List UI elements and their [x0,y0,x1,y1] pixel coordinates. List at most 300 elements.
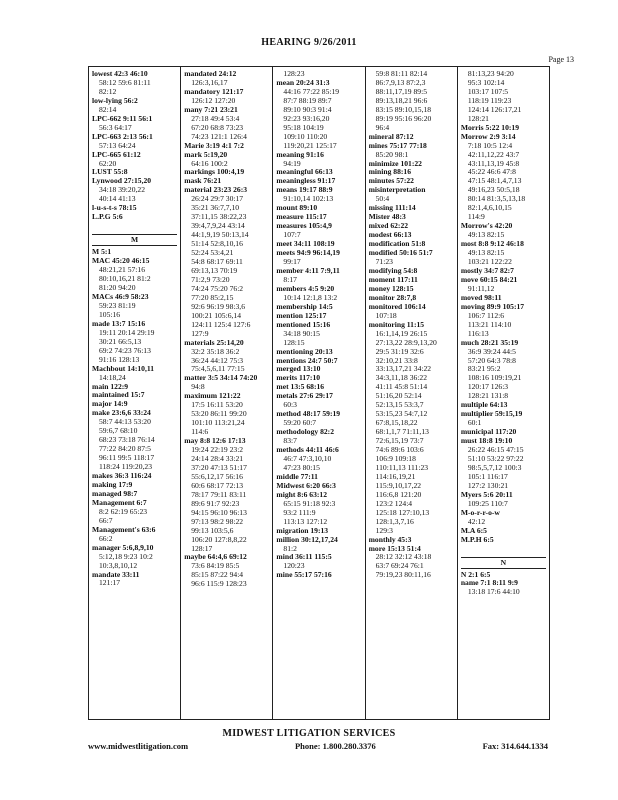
index-term: makes 36:3 116:24 [92,472,152,481]
index-refs: 26:24 29:7 30:17 [191,195,244,204]
index-refs: 82:14 [99,105,117,114]
index-refs: 99:13 103:5,6 [191,526,234,535]
index-term: migration 19:13 [276,526,329,535]
index-refs: 114:16,19,21 [375,472,416,481]
index-refs: 81:13,23 94:20 [467,70,514,78]
index-term: money 128:15 [368,284,414,293]
index-refs: 101:10 113:21,24 [191,419,245,428]
index-refs: 75:4,5,6,11 77:15 [191,365,245,374]
index-term: mark 5:19,20 [184,150,228,159]
index-refs: 59:6,7 68:10 [99,427,138,436]
index-term: maximum 121:22 [184,392,241,401]
index-refs: 34:18 39:20,22 [99,186,145,195]
index-term: L.P.G 5:6 [92,213,123,222]
index-term: name 7:1 8:11 9:9 [460,579,518,588]
index-term: monitoring 11:15 [368,320,425,329]
index-refs: 30:21 66:5,13 [99,337,142,346]
index-refs: 103:17 107:5 [467,87,509,96]
index-refs: 55:6,12,17 56:16 [191,472,243,481]
index-term: Marie 3:19 4:1 7:2 [184,141,244,150]
index-refs: 115:9,10,17,22 [375,481,422,490]
index-term: materials 25:14,20 [184,338,244,347]
index-term: major 14:9 [92,400,128,409]
index-refs: 47:23 80:15 [283,463,320,472]
index-term: mostly 34:7 82:7 [460,266,514,275]
index-refs: 95:3 102:14 [467,78,505,87]
index-refs: 86:7,9,13 87:2,3 [375,78,426,87]
index-term: measure 115:17 [276,213,327,222]
index-term: modified 50:16 51:7 [368,249,433,258]
index-refs: 96:6 115:9 128:23 [191,580,247,589]
index-term: M 5:1 [92,248,112,257]
index-term: M.A 6:5 [460,526,487,535]
index-term: Morrow's 42:20 [460,222,513,231]
index-term: moved 98:11 [460,293,502,302]
index-term: making 17:9 [92,480,133,489]
index-refs: 96:11 99:5 118:17 [99,454,155,463]
index-refs: 116:6,8 121:20 [375,490,422,499]
index-term: mineral 87:12 [368,132,414,141]
index-refs: 118:19 119:23 [467,96,512,105]
index-refs: 109:10 110:20 [283,132,328,141]
index-refs: 53:20 86:11 99:20 [191,410,247,419]
index-term: l-u-s-t-s 78:15 [92,204,137,213]
index-term: Mister 48:3 [368,213,406,222]
index-term: managed 98:7 [92,489,138,498]
index-refs: 34:18 90:15 [283,329,320,338]
index-term: mandate 33:11 [92,570,140,579]
index-term: minutes 57:22 [368,177,414,186]
index-refs: 87:7 88:19 89:7 [283,96,332,105]
index-refs: 108:16 109:19,21 [467,374,522,383]
index-term: N 2:1 6:5 [460,570,491,579]
index-grid [88,66,550,720]
index-refs: 99:17 [283,258,301,267]
index-refs: 46:7 47:3,10,10 [283,454,332,463]
index-refs: 106:7 112:6 [467,311,505,320]
index-refs: 124:11 125:4 127:6 [191,320,251,329]
index-refs: 57:13 64:24 [99,141,136,150]
index-term: million 30:12,17,24 [276,535,338,544]
index-refs: 35:21 36:7,7,10 [191,204,240,213]
index-term: mentioning 20:13 [276,347,333,356]
index-refs: 127:2 130:21 [467,481,509,490]
index-refs: 54:8 68:17 69:11 [191,258,243,267]
index-term: meaning 91:16 [276,150,324,159]
index-refs: 52:13,15 53:3,7 [375,401,424,410]
index-refs: 51:10 53:22 97:22 [467,454,524,463]
index-term: measures 105:4,9 [276,222,332,231]
footer-contact-row [88,741,548,751]
index-refs: 59:23 81:19 [99,301,136,310]
index-refs: 49:16,23 50:5,18 [467,186,520,195]
index-refs: 44:16 77:22 85:19 [283,87,340,96]
index-refs: 73:6 84:19 85:5 [191,562,240,571]
index-term: mention 125:17 [276,311,327,320]
index-refs: 48:21,21 57:16 [99,266,145,275]
index-refs: 60:3 [283,401,297,410]
index-refs: 98:5,5,7,12 100:3 [467,463,522,472]
index-refs: 51:14 52:8,10,16 [191,240,243,249]
index-refs: 127:9 [191,329,209,338]
index-term: mask 76:21 [184,177,222,186]
index-refs: 68:1,1,7 71:11,13 [375,428,429,437]
index-refs: 60:6 68:17 72:13 [191,481,244,490]
index-term: mixed 62:22 [368,222,409,231]
index-term: monthly 45:3 [368,535,412,544]
index-term: might 8:6 63:12 [276,490,328,499]
index-refs: 19:11 20:14 29:19 [99,328,155,337]
index-refs: 89:10 90:3 91:4 [283,105,332,114]
index-term: more 15:13 51:4 [368,544,421,553]
index-refs: 42:11,12,22 43:7 [467,150,520,159]
index-column-5 [458,67,549,719]
index-refs: 79:19,23 80:11,16 [375,571,431,580]
index-refs: 16:1,14,19 26:15 [375,329,428,338]
index-term: lowest 42:3 46:10 [92,70,148,78]
index-term: mind 36:11 115:5 [276,553,332,562]
index-refs: 83:15 89:10,15,18 [375,105,432,114]
index-refs: 66:7 [99,516,113,525]
index-refs: 65:15 91:18 92:3 [283,499,336,508]
index-term: move 60:15 84:21 [460,275,518,284]
index-term: much 28:21 35:19 [460,338,519,347]
index-term: must 18:8 19:10 [460,437,513,446]
index-refs: 106:9 109:18 [375,454,416,463]
index-refs: 71:2,9 73:20 [191,275,230,284]
index-refs: 28:12 32:12 43:18 [375,553,432,562]
index-refs: 95:18 104:19 [283,123,324,132]
index-refs: 59:8 81:11 82:14 [375,70,428,78]
index-refs: 63:7 69:24 76:1 [375,562,424,571]
index-term: M.P.H 6:5 [460,535,494,544]
index-refs: 69:2 74:23 76:13 [99,346,151,355]
index-term: LUST 55:8 [92,168,128,177]
footer-company: MIDWEST LITIGATION SERVICES [222,728,396,739]
index-term: Midwest 6:20 66:3 [276,481,336,490]
index-refs: 42:12 [467,517,486,526]
index-refs: 51:16,20 52:14 [375,392,422,401]
index-term: multiplier 59:15,19 [460,410,523,419]
index-term: Lynwood 27:15,20 [92,177,152,186]
index-term: LPC-663 2:13 56:1 [92,132,153,141]
index-refs: 50:4 [375,195,390,204]
index-refs: 32:10,21 33:8 [375,356,418,365]
index-refs: 114:9 [467,213,485,222]
index-refs: 103:21 122:22 [467,258,512,267]
index-refs: 53:15,23 54:7,12 [375,410,428,419]
index-term: meet 34:11 108:19 [276,240,335,249]
index-term: monitored 106:14 [368,302,426,311]
index-term: Management's 63:6 [92,525,156,534]
index-refs: 124:14 126:17,21 [467,105,522,114]
index-refs: 106:20 127:8,8,22 [191,535,247,544]
index-refs: 67:20 68:8 73:23 [191,123,244,132]
index-refs: 67:8,15,18,22 [375,419,418,428]
spacer [461,545,549,554]
index-refs: 85:15 87:22 94:4 [191,571,244,580]
index-refs: 126:12 127:20 [191,96,236,105]
index-refs: 14:18,24 [99,373,126,382]
page-number: Page 13 [548,55,574,64]
index-refs: 121:17 [99,579,121,588]
index-term: Morris 5:22 10:19 [460,123,520,132]
index-refs: 36:24 44:12 75:3 [191,356,244,365]
index-column-1 [89,67,181,719]
index-refs: 89:13,18,21 96:6 [375,96,428,105]
index-term: matter 3:5 34:14 74:20 [184,374,258,383]
index-term: modification 51:8 [368,240,426,249]
index-refs: 56:3 64:17 [99,123,132,132]
index-term: modest 66:13 [368,231,412,240]
index-term: main 122:9 [92,382,129,391]
index-term: mean 20:24 31:3 [276,78,330,87]
index-term: meaningless 91:17 [276,177,336,186]
index-refs: 17:5 16:11 53:20 [191,401,243,410]
index-term: mine 55:17 57:16 [276,571,332,580]
index-column-4 [366,67,458,719]
index-term: merged 13:10 [276,365,321,374]
index-refs: 128:21 131:8 [467,392,509,401]
index-term: manager 5:6,8,9,10 [92,543,154,552]
index-term: maybe 64:4,6 69:12 [184,553,247,562]
index-refs: 94:8 [191,383,205,392]
index-refs: 8:17 [283,275,297,284]
index-term: members 4:5 9:20 [276,284,335,293]
index-refs: 128:1,3,7,16 [375,517,414,526]
index-refs: 85:20 98:1 [375,150,409,159]
index-term: monitor 28:7,8 [368,293,417,302]
index-term: LPC-665 61:12 [92,150,141,159]
index-refs: 107:18 [375,311,397,320]
index-term: method 48:17 59:19 [276,410,341,419]
index-term: mount 89:10 [276,204,318,213]
page-title: HEARING 9/26/2011 [261,37,357,48]
index-refs: 113:13 127:12 [283,517,328,526]
index-term: mandatory 121:17 [184,87,244,96]
index-refs: 72:6,15,19 73:7 [375,437,424,446]
index-refs: 128:21 [467,114,489,123]
index-term: membership 14:5 [276,302,333,311]
index-refs: 83:21 95:2 [467,365,501,374]
index-refs: 37:11,15 38:22,23 [191,213,247,222]
index-refs: 57:20 64:3 78:8 [467,356,516,365]
index-refs: 27:18 49:4 53:4 [191,114,240,123]
index-term: many 7:21 23:21 [184,105,238,114]
index-refs: 71:23 [375,258,393,267]
index-term: moving 89:9 105:17 [460,302,525,311]
index-refs: 62:20 [99,159,117,168]
index-refs: 37:20 47:13 51:17 [191,463,247,472]
index-refs: 44:1,9,19 50:13,14 [191,231,249,240]
index-refs: 94:19 [283,159,301,168]
index-term: methodology 82:2 [276,428,334,437]
index-refs: 116:13 [467,329,489,338]
index-term: middle 77:11 [276,472,318,481]
index-term: missing 111:14 [368,204,416,213]
index-refs: 81:20 94:20 [99,284,136,293]
index-refs: 33:13,17,21 34:22 [375,365,432,374]
index-term: methods 44:11 46:6 [276,446,339,455]
index-refs: 74:6 89:6 103:6 [375,446,424,455]
index-term: moment 117:11 [368,275,418,284]
index-refs: 113:21 114:10 [467,320,512,329]
index-refs: 96:4 [375,123,390,132]
index-term: Myers 5:6 20:11 [460,490,513,499]
index-refs: 49:13 82:15 [467,249,505,258]
index-refs: 120:23 [283,562,305,571]
index-term: modifying 54:8 [368,266,418,275]
index-term: minimize 101:22 [368,159,422,168]
index-term: mines 75:17 77:18 [368,141,427,150]
index-refs: 10:14 12:1,8 13:2 [283,293,338,302]
index-refs: 109:25 110:7 [467,499,508,508]
index-term: mining 88:16 [368,168,412,177]
index-refs: 83:7 [283,437,297,446]
index-refs: 120:17 126:3 [467,383,509,392]
index-term: Morrow 2:9 3:14 [460,132,516,141]
index-refs: 129:3 [375,526,393,535]
index-column-3 [273,67,365,719]
index-refs: 66:2 [99,534,113,543]
index-refs: 128:15 [283,338,305,347]
footer-website[interactable]: www.midwestlitigation.com [88,741,189,751]
index-refs: 26:22 46:15 47:15 [467,446,524,455]
index-refs: 60:1 [467,419,482,428]
footer-fax: Fax: 314.644.1334 [482,741,548,751]
index-term: MACs 46:9 58:23 [92,292,149,301]
index-refs: 100:21 105:6,14 [191,311,241,320]
index-refs: 105:1 116:17 [467,472,508,481]
index-term: mentions 24:7 50:7 [276,356,338,365]
index-refs: 47:15 48:1,4,7,13 [467,177,522,186]
index-refs: 41:11 45:8 51:14 [375,383,428,392]
index-refs: 119:20,21 125:17 [283,141,337,150]
index-refs: 5:12,18 9:23 10:2 [99,552,153,561]
index-refs: 97:13 98:2 98:22 [191,517,244,526]
index-refs: 68:23 73:18 76:14 [99,436,155,445]
index-refs: 74:23 121:1 126:4 [191,132,247,141]
index-refs: 29:5 31:19 32:6 [375,347,424,356]
index-term: M-o-r-r-o-w [460,508,500,517]
index-column-2 [181,67,273,719]
index-refs: 10:3,8,10,12 [99,561,138,570]
index-refs: 88:11,17,19 89:5 [375,87,428,96]
index-term: Management 6:7 [92,498,147,507]
index-term: means 19:17 88:9 [276,186,333,195]
index-refs: 80:14 81:3,5,13,18 [467,195,526,204]
index-refs: 27:13,22 28:9,13,20 [375,338,437,347]
index-refs: 74:24 75:20 76:2 [191,284,244,293]
index-term: meaningful 66:13 [276,168,333,177]
index-refs: 92:23 93:16,20 [283,114,330,123]
index-refs: 81:2 [283,544,297,553]
spacer [92,222,180,231]
index-refs: 43:11,13,19 45:8 [467,159,520,168]
index-term: multiple 64:13 [460,401,508,410]
index-refs: 128:17 [191,544,213,553]
index-term: misinterpretation [368,186,426,195]
index-refs: 82:12 [99,87,117,96]
index-refs: 39:4,7,9,24 43:14 [191,222,245,231]
index-refs: 110:11,13 111:23 [375,463,429,472]
index-refs: 45:22 46:6 47:8 [467,168,516,177]
index-term: metals 27:6 29:17 [276,392,333,401]
index-term: merits 117:10 [276,374,321,383]
index-refs: 91:16 128:13 [99,355,140,364]
index-refs: 13:18 17:6 44:10 [467,588,520,597]
section-letter: N [461,557,546,569]
index-refs: 52:24 53:4,21 [191,249,234,258]
index-term: make 23:6,6 33:24 [92,409,151,418]
section-letter: M [92,234,177,246]
index-refs: 82:1,4,6,10,15 [467,204,512,213]
index-refs: 80:10,16,21 81:2 [99,275,151,284]
index-refs: 58:12 59:6 81:11 [99,78,151,87]
footer-phone: Phone: 1.800.280.3376 [294,741,376,751]
index-term: member 4:11 7:9,11 [276,266,340,275]
index-refs: 125:18 127:10,13 [375,508,430,517]
index-refs: 92:6 96:19 98:3,6 [191,302,245,311]
index-term: most 8:8 9:12 46:18 [460,240,524,249]
index-term: maintained 15:7 [92,391,145,400]
index-refs: 32:2 35:18 36:2 [191,347,240,356]
index-refs: 126:3,16,17 [191,78,228,87]
index-refs: 128:23 [283,70,305,78]
index-term: may 8:8 12:6 17:13 [184,437,246,446]
index-refs: 91:11,12 [467,284,495,293]
index-refs: 69:13,13 70:19 [191,266,238,275]
index-refs: 89:6 91:7 92:23 [191,499,240,508]
index-refs: 34:3,11,18 36:22 [375,374,428,383]
index-refs: 59:20 60:7 [283,419,317,428]
index-term: mentioned 15:16 [276,320,331,329]
index-refs: 123:2 124:4 [375,499,413,508]
index-refs: 36:9 39:24 44:5 [467,347,516,356]
index-refs: 91:10,14 102:13 [283,195,334,204]
index-term: material 23:23 26:3 [184,186,248,195]
index-refs: 114:6 [191,428,209,437]
index-term: Machbout 14:10,11 [92,364,155,373]
index-term: LPC-662 9:11 56:1 [92,114,153,123]
index-term: met 13:5 68:16 [276,383,325,392]
index-refs: 58:7 44:13 53:20 [99,418,151,427]
index-refs: 93:2 111:9 [283,508,316,517]
index-refs: 64:16 100:2 [191,159,228,168]
index-term: MAC 45:20 46:15 [92,257,150,266]
index-refs: 7:18 10:5 12:4 [467,141,513,150]
index-refs: 94:15 96:10 96:13 [191,508,247,517]
index-refs: 105:16 [99,310,121,319]
index-refs: 89:19 95:16 96:20 [375,114,432,123]
index-term: meets 94:9 96:14,19 [276,249,340,258]
index-term: mandated 24:12 [184,70,237,78]
index-term: markings 100:4,19 [184,168,245,177]
index-refs: 78:17 79:11 83:11 [191,490,247,499]
index-term: low-lying 56:2 [92,96,138,105]
index-refs: 77:20 85:2,15 [191,293,234,302]
index-refs: 49:13 82:15 [467,231,505,240]
index-refs: 77:22 84:20 87:5 [99,445,151,454]
index-refs: 118:24 119:20,23 [99,463,153,472]
index-refs: 40:14 41:13 [99,195,136,204]
index-refs: 19:24 22:19 23:2 [191,446,244,455]
index-term: made 13:7 15:16 [92,319,146,328]
index-term: municipal 117:20 [460,428,517,437]
index-refs: 8:2 62:19 65:23 [99,507,148,516]
index-refs: 107:7 [283,231,301,240]
index-refs: 24:14 28:4 33:21 [191,454,244,463]
